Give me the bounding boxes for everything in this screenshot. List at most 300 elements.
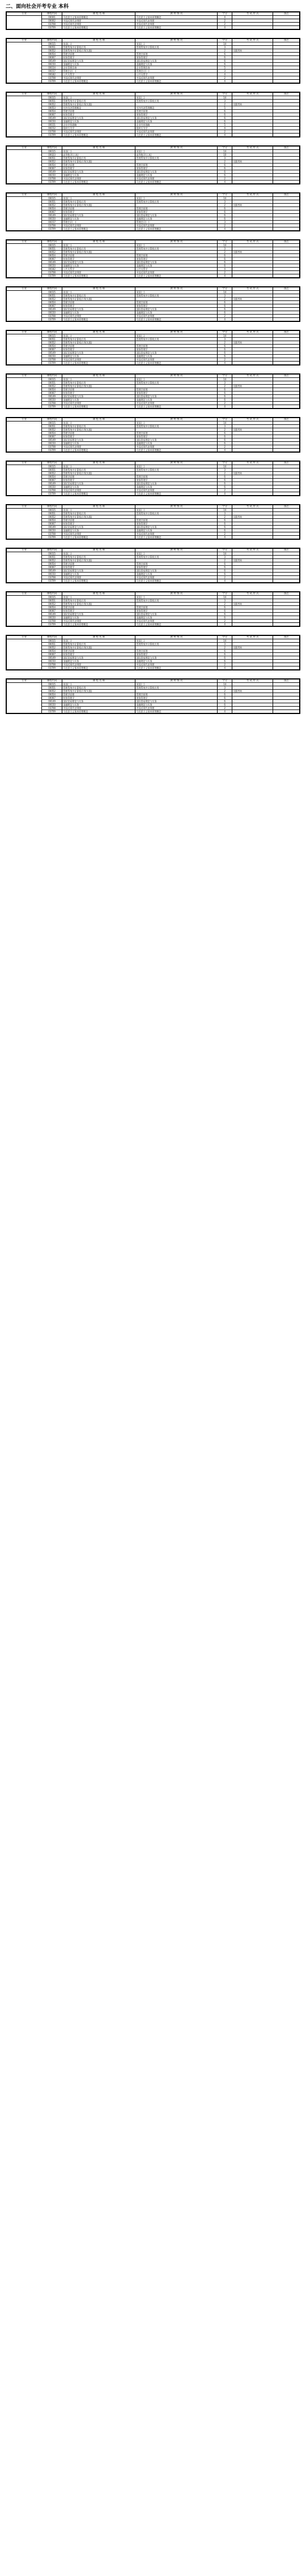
textbook-name: 管理会计(一) xyxy=(135,221,218,224)
credit: 6 xyxy=(218,653,232,656)
exam-form: 实践考核 xyxy=(232,515,273,519)
credit: 14 xyxy=(218,596,232,599)
credit: 3 xyxy=(218,294,232,298)
exam-form: 实践考核 xyxy=(232,472,273,475)
course-code: 00051 xyxy=(42,100,62,103)
exam-form: 实践考核 xyxy=(232,341,273,345)
course-code: 03708 xyxy=(42,489,62,492)
column-header: 备注 xyxy=(273,418,300,422)
credit: 6 xyxy=(218,261,232,264)
credit: 6 xyxy=(218,59,232,63)
column-header: 课程代码 xyxy=(42,505,62,509)
course-code: 00052 xyxy=(42,251,62,254)
course-name: 管理学原理 xyxy=(62,254,135,257)
credit: 14 xyxy=(218,639,232,643)
major-cell xyxy=(7,596,42,626)
course-name: 国际贸易理论与实务 xyxy=(62,569,135,573)
textbook-name: 中国近现代史纲要 xyxy=(135,358,218,362)
credit: 6 xyxy=(218,562,232,566)
credit: 6 xyxy=(218,63,232,66)
course-name: 英语(二) xyxy=(62,465,135,468)
course-code: 03708 xyxy=(42,663,62,666)
column-header: 考 试 形 式 xyxy=(232,193,273,197)
course-code: 00157 xyxy=(42,221,62,224)
textbook-name: 金融理论与实务 xyxy=(135,660,218,663)
exam-form: 实践考核 xyxy=(232,559,273,562)
textbook-name: 管理学原理 xyxy=(135,53,218,56)
course-code: 00015 xyxy=(42,465,62,468)
credit: 14 xyxy=(218,422,232,425)
course-code: 03709 xyxy=(42,492,62,496)
credit: 4 xyxy=(218,227,232,231)
credit: 2 xyxy=(218,559,232,562)
course-code: 00051 xyxy=(42,468,62,472)
course-code: 00054 xyxy=(42,519,62,522)
column-header: 考 试 形 式 xyxy=(232,636,273,639)
textbook-name: 管理系统中计算机应用 xyxy=(135,338,218,341)
table-row xyxy=(7,492,300,496)
textbook-name: 英语(二) xyxy=(135,197,218,200)
course-code: 03708 xyxy=(42,358,62,362)
remark xyxy=(273,710,300,713)
course-code: 00015 xyxy=(42,197,62,200)
course-name: 国际贸易理论与实务 xyxy=(62,613,135,616)
course-name: 国际贸易理论与实务 xyxy=(62,170,135,174)
textbook-name: 马克思主义基本原理概论 xyxy=(135,710,218,713)
course-code: 00001 xyxy=(42,16,62,19)
table-row xyxy=(7,26,300,29)
textbook-name: 财务管理学 xyxy=(135,522,218,526)
program-block xyxy=(6,461,300,496)
textbook-name: 英语(二) xyxy=(135,96,218,100)
textbook-name: 国际贸易理论与实务 xyxy=(135,59,218,63)
textbook-name: 国际贸易理论与实务 xyxy=(135,482,218,485)
column-header: 专业 xyxy=(7,287,42,291)
textbook-name: 中国近现代史纲要 xyxy=(135,576,218,579)
credit: 6 xyxy=(218,214,232,217)
credit: 6 xyxy=(218,311,232,315)
course-name: 中国近现代史纲要 xyxy=(62,532,135,536)
textbook-name: 金融理论与实务 xyxy=(135,120,218,123)
credit: 6 xyxy=(218,703,232,707)
major-cell xyxy=(7,509,42,539)
remark xyxy=(273,227,300,231)
course-name: 财务管理学 xyxy=(62,113,135,117)
course-name: 财务管理学 xyxy=(62,167,135,170)
credit: 6 xyxy=(218,606,232,609)
textbook-name: 管理系统中计算机应用 xyxy=(135,425,218,428)
course-code: 03708 xyxy=(42,271,62,274)
course-name: 金融理论与实务 xyxy=(62,573,135,576)
credit: 6 xyxy=(218,526,232,529)
program-block xyxy=(6,417,300,453)
program-block xyxy=(6,92,300,137)
course-name: 管理系统中计算机应用 xyxy=(62,338,135,341)
course-name: 英语(二) xyxy=(62,291,135,294)
textbook-name: 中国近现代史纲要 xyxy=(135,707,218,710)
course-name: 马克思主义基本原理概论 xyxy=(62,16,135,19)
exam-form: 实践考核 xyxy=(232,646,273,650)
course-name: 马克思主义基本原理概论 xyxy=(62,579,135,583)
course-code: 00149 xyxy=(42,351,62,355)
credit: 4 xyxy=(218,127,232,130)
exam-form xyxy=(232,274,273,278)
program-block xyxy=(6,330,300,365)
column-header: 学分 xyxy=(218,12,232,16)
credit: 6 xyxy=(218,693,232,696)
column-header: 课 程 名 称 xyxy=(62,240,135,244)
course-name: 管理系统中计算机应用 xyxy=(62,556,135,559)
course-name: 马克思主义基本原理概论 xyxy=(62,666,135,670)
course-code: 00052 xyxy=(42,428,62,432)
textbook-name: 公共关系学 xyxy=(135,268,218,271)
course-name: 金融理论与实务 xyxy=(62,120,135,123)
course-name: 管理学原理 xyxy=(62,606,135,609)
course-code: 03708 xyxy=(42,445,62,449)
textbook-name: 管理学原理 xyxy=(135,254,218,257)
textbook-name: 管理学原理 xyxy=(135,388,218,392)
course-name: 马克思主义基本原理概论 xyxy=(62,405,135,408)
column-header: 教 材 情 况 xyxy=(135,93,218,96)
course-name: 英语(二) xyxy=(62,683,135,686)
textbook-name: 管理学原理 xyxy=(135,110,218,113)
textbook-name: 马克思主义基本原理概论 xyxy=(135,666,218,670)
textbook-name: 国际贸易理论与实务 xyxy=(135,526,218,529)
credit: 3 xyxy=(218,157,232,160)
credit: 6 xyxy=(218,170,232,174)
textbook-name: 管理学原理 xyxy=(135,519,218,522)
course-name: 公共关系学 xyxy=(62,73,135,76)
textbook-name: 中国近现代史纲要 xyxy=(135,315,218,318)
credit: 4 xyxy=(218,710,232,713)
course-name: 英语(二) xyxy=(62,244,135,247)
textbook-name: 马克思主义基本原理概论 xyxy=(135,623,218,626)
credit: 6 xyxy=(218,217,232,221)
remark xyxy=(273,26,300,29)
major-cell xyxy=(7,244,42,278)
course-code: 00150 xyxy=(42,529,62,532)
course-name: 管理系统中计算机应用 xyxy=(62,425,135,428)
textbook-name: 马克思主义基本原理概论 xyxy=(135,362,218,365)
program-table xyxy=(6,12,300,29)
credit: 2 xyxy=(218,690,232,693)
table-row xyxy=(7,579,300,583)
credit: 2 xyxy=(218,489,232,492)
program-table xyxy=(6,635,300,670)
textbook-name: 金融理论与实务 xyxy=(135,616,218,620)
credit: 6 xyxy=(218,435,232,438)
course-code: 00067 xyxy=(42,304,62,308)
exam-form: 实践考核 xyxy=(232,690,273,693)
course-name: 中国近现代史纲要 xyxy=(62,315,135,318)
textbook-name: 英语(二) xyxy=(135,422,218,425)
credit: 6 xyxy=(218,308,232,311)
column-header: 课程代码 xyxy=(42,12,62,16)
credit: 6 xyxy=(218,56,232,59)
credit: 6 xyxy=(218,432,232,435)
credit: 6 xyxy=(218,700,232,703)
textbook-name: 金融理论与实务 xyxy=(135,63,218,66)
major-cell xyxy=(7,422,42,452)
credit: 4 xyxy=(218,449,232,452)
course-name: 管理学原理 xyxy=(62,207,135,210)
column-header: 课 程 名 称 xyxy=(62,39,135,42)
course-code: 00015 xyxy=(42,596,62,599)
column-header: 考 试 形 式 xyxy=(232,462,273,465)
course-code: 00149 xyxy=(42,700,62,703)
column-header: 专业 xyxy=(7,93,42,96)
column-header: 专业 xyxy=(7,193,42,197)
column-header: 专业 xyxy=(7,375,42,378)
column-header: 备注 xyxy=(273,462,300,465)
credit: 6 xyxy=(218,257,232,261)
credit: 6 xyxy=(218,345,232,348)
exam-form xyxy=(232,180,273,184)
textbook-name: 马克思主义基本原理概论 xyxy=(135,134,218,137)
course-code: 00150 xyxy=(42,660,62,663)
column-header: 考 试 形 式 xyxy=(232,592,273,596)
major-cell xyxy=(7,334,42,365)
textbook-name: 管理学原理 xyxy=(135,207,218,210)
textbook-name: 中国近现代史纲要 xyxy=(135,489,218,492)
course-code: 00015 xyxy=(42,422,62,425)
credit: 6 xyxy=(218,395,232,398)
credit: 2 xyxy=(218,428,232,432)
textbook-name: 管理学原理 xyxy=(135,345,218,348)
column-header: 考 试 形 式 xyxy=(232,549,273,552)
textbook-name: 中国近现代史纲要 xyxy=(135,663,218,666)
course-code: 00054 xyxy=(42,388,62,392)
column-header: 备注 xyxy=(273,680,300,683)
column-header: 备注 xyxy=(273,636,300,639)
program-table xyxy=(6,418,300,452)
exam-form: 实践考核 xyxy=(232,428,273,432)
textbook-name: 中国近现代史纲要 xyxy=(135,23,218,26)
credit: 3 xyxy=(218,381,232,385)
remark xyxy=(273,492,300,496)
course-name: 中国近现代史纲要 xyxy=(62,663,135,666)
column-header: 备注 xyxy=(273,592,300,596)
column-header: 课程代码 xyxy=(42,636,62,639)
exam-form xyxy=(232,492,273,496)
table-row xyxy=(7,710,300,713)
column-header: 专业 xyxy=(7,680,42,683)
course-name: 中国近现代史纲要 xyxy=(62,23,135,26)
textbook-name: 管理系统中计算机应用 xyxy=(135,381,218,385)
exam-form: 实践考核 xyxy=(232,160,273,164)
credit: 6 xyxy=(218,529,232,532)
program-table xyxy=(6,92,300,137)
course-name: 国际贸易理论与实务 xyxy=(62,438,135,442)
course-code: 00150 xyxy=(42,703,62,707)
course-name: 管理学原理 xyxy=(62,110,135,113)
credit: 14 xyxy=(218,552,232,556)
course-code: 00015 xyxy=(42,42,62,46)
textbook-name: 管理学原理 xyxy=(135,475,218,479)
program-block xyxy=(6,678,300,714)
credit: 6 xyxy=(218,351,232,355)
column-header: 学分 xyxy=(218,193,232,197)
course-code: 00150 xyxy=(42,355,62,358)
course-code: 00067 xyxy=(42,522,62,526)
credit: 6 xyxy=(218,475,232,479)
credit: 3 xyxy=(218,686,232,690)
textbook-name: 中国近现代史纲要 xyxy=(135,620,218,623)
column-header: 课程代码 xyxy=(42,680,62,683)
textbook-name: 国际贸易理论与实务 xyxy=(135,117,218,120)
column-header: 学分 xyxy=(218,147,232,150)
credit: 6 xyxy=(218,566,232,569)
credit: 6 xyxy=(218,573,232,576)
course-code: 00052 xyxy=(42,341,62,345)
credit: 10 xyxy=(218,153,232,157)
column-header: 教 材 情 况 xyxy=(135,147,218,150)
course-name: 财务管理学 xyxy=(62,522,135,526)
course-name: 管理学原理 xyxy=(62,301,135,304)
course-code: 03709 xyxy=(42,405,62,408)
course-name: 中国近现代史纲要 xyxy=(62,620,135,623)
course-name: 中国近现代史纲要 xyxy=(62,707,135,710)
course-code: 00150 xyxy=(42,616,62,620)
textbook-name: 国际贸易理论与实务 xyxy=(135,438,218,442)
column-header: 学分 xyxy=(218,592,232,596)
course-code: 03709 xyxy=(42,80,62,83)
course-name: 马克思主义基本原理概论 xyxy=(62,536,135,539)
textbook-name: 管理系统中计算机应用 xyxy=(135,599,218,603)
credit: 6 xyxy=(218,613,232,616)
column-header: 课程代码 xyxy=(42,240,62,244)
column-header: 备注 xyxy=(273,505,300,509)
course-code: 00182 xyxy=(42,73,62,76)
textbook-name: 公共关系学 xyxy=(135,73,218,76)
course-name: 财务管理学 xyxy=(62,609,135,613)
course-code: 00051 xyxy=(42,200,62,204)
credit: 14 xyxy=(218,197,232,200)
column-header: 课 程 名 称 xyxy=(62,93,135,96)
textbook-name: 英语(二) xyxy=(135,683,218,686)
column-header: 考 试 形 式 xyxy=(232,12,273,16)
column-header: 课程代码 xyxy=(42,147,62,150)
major-cell xyxy=(7,96,42,137)
course-name: 金融理论与实务 xyxy=(62,174,135,177)
column-header: 课 程 名 称 xyxy=(62,418,135,422)
course-name: 金融理论与实务 xyxy=(62,63,135,66)
table-row xyxy=(7,623,300,626)
course-name: 英语(二) xyxy=(62,596,135,599)
textbook-name: 财务管理学 xyxy=(135,348,218,351)
course-name: 财务管理学 xyxy=(62,435,135,438)
course-code: 00067 xyxy=(42,609,62,613)
course-name: 管理学原理 xyxy=(62,432,135,435)
credit: 2 xyxy=(218,532,232,536)
credit: 3 xyxy=(218,247,232,251)
column-header: 学分 xyxy=(218,680,232,683)
course-name: 管理学原理 xyxy=(62,388,135,392)
credit: 2 xyxy=(218,204,232,207)
textbook-name: 马克思主义基本原理概论 xyxy=(135,492,218,496)
textbook-name: 财务管理学 xyxy=(135,609,218,613)
credit: 2 xyxy=(218,707,232,710)
course-name: 管理学原理 xyxy=(62,693,135,696)
credit: 6 xyxy=(218,301,232,304)
program-table xyxy=(6,193,300,231)
course-code: 03709 xyxy=(42,710,62,713)
textbook-name: 财务管理学 xyxy=(135,113,218,117)
credit: 6 xyxy=(218,482,232,485)
column-header: 备注 xyxy=(273,240,300,244)
column-header: 备注 xyxy=(273,287,300,291)
course-name: 金融理论与实务 xyxy=(62,398,135,402)
textbook-name: 国际贸易理论与实务 xyxy=(135,214,218,217)
course-code: 03708 xyxy=(42,315,62,318)
remark xyxy=(273,536,300,539)
course-code: 00054 xyxy=(42,301,62,304)
course-code: 00051 xyxy=(42,294,62,298)
textbook-name: 对外经济管理概论 xyxy=(135,106,218,110)
textbook-name: 金融理论与实务 xyxy=(135,529,218,532)
course-name: 马克思主义基本原理概论 xyxy=(62,26,135,29)
column-header: 考 试 形 式 xyxy=(232,93,273,96)
column-header: 课 程 名 称 xyxy=(62,462,135,465)
course-code: 03708 xyxy=(42,532,62,536)
credit: 14 xyxy=(218,378,232,381)
credit: 2 xyxy=(218,130,232,134)
course-code: 00149 xyxy=(42,117,62,120)
course-name: 管理系统中计算机应用 xyxy=(62,643,135,646)
column-header: 课程代码 xyxy=(42,375,62,378)
course-code: 00054 xyxy=(42,606,62,609)
column-header: 学分 xyxy=(218,462,232,465)
credit: 2 xyxy=(218,341,232,345)
credit: 6 xyxy=(218,438,232,442)
program-block xyxy=(6,38,300,84)
course-name: 管理系统中计算机应用 xyxy=(62,686,135,690)
course-code: 00149 xyxy=(42,308,62,311)
course-name: 马克思主义基本原理概论 xyxy=(62,318,135,321)
credit: 5 xyxy=(218,106,232,110)
textbook-name: 管理系统中计算机应用 xyxy=(135,556,218,559)
course-code: 00015 xyxy=(42,552,62,556)
course-code: 00149 xyxy=(42,214,62,217)
column-header: 备注 xyxy=(273,39,300,42)
course-name: 财务管理学 xyxy=(62,304,135,308)
credit: 6 xyxy=(218,207,232,210)
textbook-name: 英语(二) xyxy=(135,552,218,556)
credit: 3 xyxy=(218,643,232,646)
course-name: 管理学原理 xyxy=(62,650,135,653)
program-table xyxy=(6,592,300,626)
course-code: 00054 xyxy=(42,432,62,435)
credit: 6 xyxy=(218,120,232,123)
column-header: 专业 xyxy=(7,549,42,552)
course-name: 财务管理学 xyxy=(62,696,135,700)
textbook-name: 金融理论与实务 xyxy=(135,264,218,268)
column-header: 教 材 情 况 xyxy=(135,462,218,465)
major-cell xyxy=(7,552,42,583)
column-header: 专业 xyxy=(7,592,42,596)
credit: 14 xyxy=(218,96,232,100)
course-name: 管理系统中计算机应用 xyxy=(62,599,135,603)
course-name: 管理学原理 xyxy=(62,53,135,56)
course-name: 金融理论与实务 xyxy=(62,660,135,663)
credit: 14 xyxy=(218,42,232,46)
course-name: 马克思主义基本原理概论 xyxy=(62,492,135,496)
course-code: 00023 xyxy=(42,153,62,157)
textbook-name: 财务管理学 xyxy=(135,653,218,656)
column-header: 教 材 情 况 xyxy=(135,287,218,291)
course-code: 00054 xyxy=(42,693,62,696)
column-header: 课程代码 xyxy=(42,193,62,197)
